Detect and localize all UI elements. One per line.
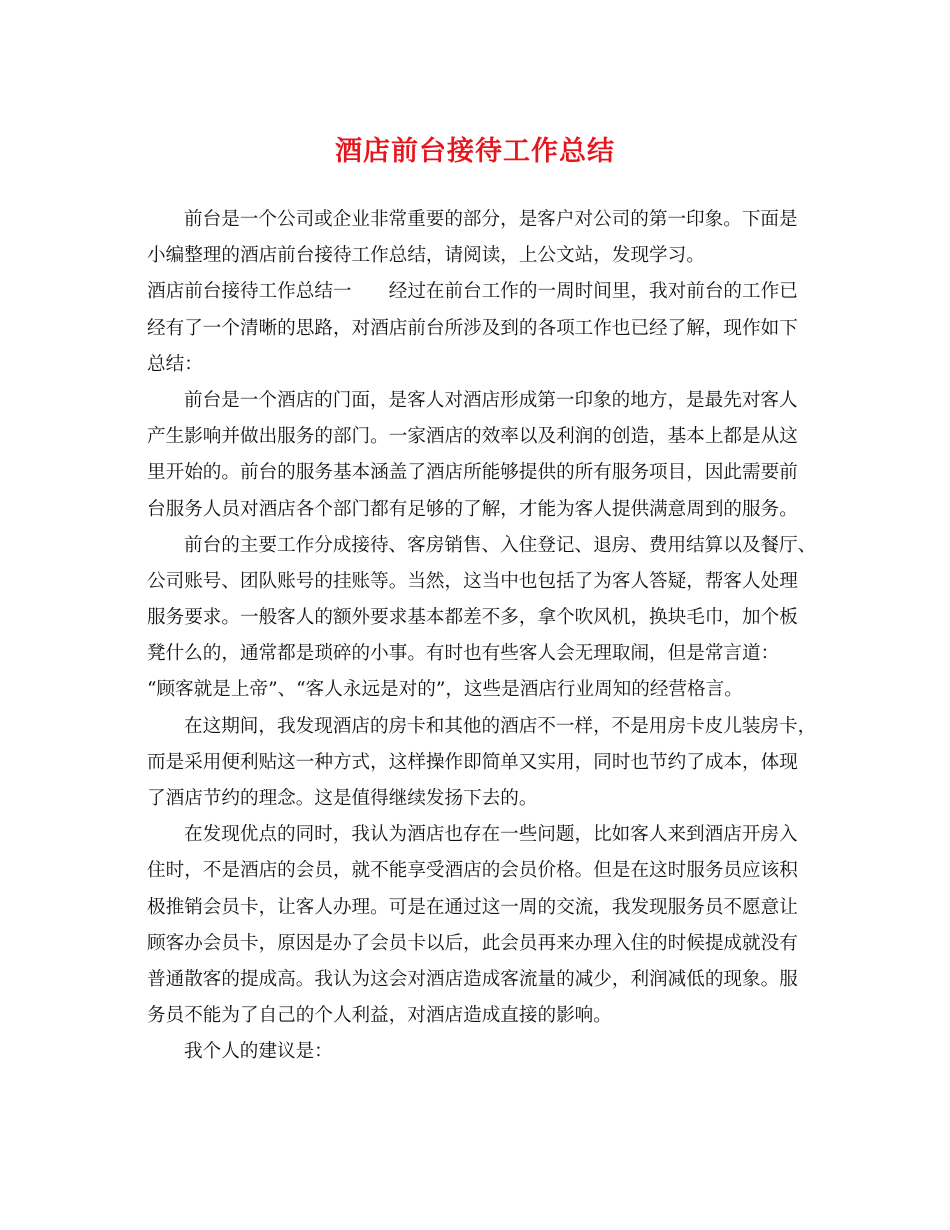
text-line: 经有了一个清晰的思路，对酒店前台所涉及到的各项工作也已经了解，现作如下 (147, 317, 798, 339)
text-line: 台服务人员对酒店各个部门都有足够的了解，才能为客人提供满意周到的服务。 (147, 498, 798, 520)
text-line: 我个人的建议是： (184, 1041, 333, 1063)
text-line: 住时，不是酒店的会员，就不能享受酒店的会员价格。但是在这时服务员应该积 (147, 860, 798, 882)
text-line: 在发现优点的同时，我认为酒店也存在一些问题，比如客人来到酒店开房入 (184, 824, 798, 846)
text-line: 总结： (147, 353, 203, 375)
text-line: 普通散客的提成高。我认为这会对酒店造成客流量的减少，利润减低的现象。服 (147, 968, 798, 990)
text-line: 前台是一个公司或企业非常重要的部分，是客户对公司的第一印象。下面是 (184, 209, 798, 230)
text-line: 前台的主要工作分成接待、客房销售、入住登记、退房、费用结算以及餐厅、 (184, 534, 817, 556)
text-line: 服务要求。一般客人的额外要求基本都差不多，拿个吹风机，换块毛巾，加个板 (147, 607, 798, 629)
text-line: 而是采用便利贴这一种方式，这样操作即简单又实用，同时也节约了成本，体现 (147, 751, 798, 773)
text-line: 凳什么的，通常都是琐碎的小事。有时也有些客人会无理取闹，但是常言道： (147, 643, 780, 665)
text-line: 产生影响并做出服务的部门。一家酒店的效率以及利润的创造，基本上都是从这 (147, 426, 798, 448)
text-line: 在这期间，我发现酒店的房卡和其他的酒店不一样，不是用房卡皮儿装房卡， (184, 715, 817, 737)
text-line: 公司账号、团队账号的挂账等。当然，这当中也包括了为客人答疑，帮客人处理 (147, 570, 798, 592)
text-line: 务员不能为了自己的个人利益，对酒店造成直接的影响。 (147, 1005, 612, 1027)
text-line: 小编整理的酒店前台接待工作总结，请阅读，上公文站，发现学习。 (147, 245, 705, 267)
text-line: 了酒店节约的理念。这是值得继续发扬下去的。 (147, 788, 538, 809)
text-line: 酒店前台接待工作总结一 经过在前台工作的一周时间里，我对前台的工作已 (147, 281, 798, 303)
text-line: 极推销会员卡，让客人办理。可是在通过这一周的交流，我发现服务员不愿意让 (147, 896, 798, 918)
text-line: 顾客办会员卡，原因是办了会员卡以后，此会员再来办理入住的时候提成就没有 (147, 932, 798, 954)
text-line: “顾客就是上帝”、“客人永远是对的”，这些是酒店行业周知的经营格言。 (147, 679, 743, 701)
text-line: 里开始的。前台的服务基本涵盖了酒店所能够提供的所有服务项目，因此需要前 (147, 462, 798, 484)
text-line: 前台是一个酒店的门面，是客人对酒店形成第一印象的地方，是最先对客人 (184, 389, 798, 411)
document-body (147, 202, 817, 1071)
page-title: 酒店前台接待工作总结 (335, 136, 615, 167)
